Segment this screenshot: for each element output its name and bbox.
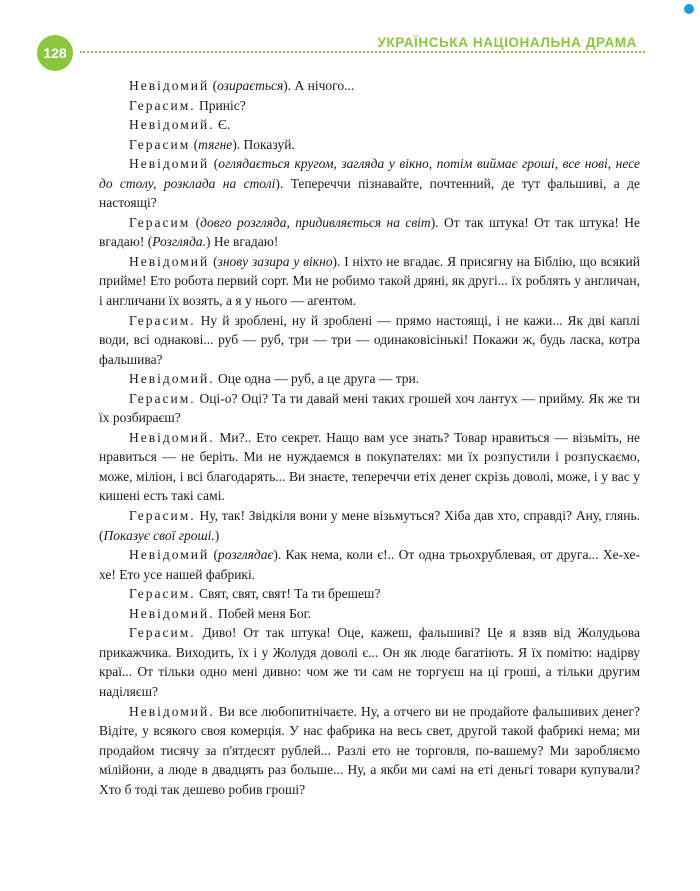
paragraph xyxy=(99,252,640,311)
drama-text xyxy=(99,76,640,799)
dialogue-text: Свят, свят, свят! Та ти брешеш? xyxy=(195,586,381,602)
speaker-name: Невідомий xyxy=(129,253,210,269)
speaker-name: Герасим xyxy=(129,136,191,152)
dialogue-text: Побей меня Бог. xyxy=(214,605,312,621)
dialogue-text: ). Тепереччи пізнавайте, почтенний, де тут фальшиві, а де настоящі? xyxy=(99,175,641,211)
paragraph xyxy=(99,135,640,155)
dialogue-text: Приніс? xyxy=(195,97,246,113)
speaker-name: Герасим. xyxy=(129,586,196,602)
dialogue-text: ). Показуй. xyxy=(232,136,295,152)
dialogue-text: ) Не вгадаю! xyxy=(206,234,279,250)
speaker-name: Герасим. xyxy=(129,97,196,113)
stage-direction: Показує свої гроші. xyxy=(103,527,215,543)
header-title: УКРАЇНСЬКА НАЦІОНАЛЬНА ДРАМА xyxy=(369,35,637,50)
dialogue-text: ( xyxy=(209,78,218,93)
paragraph xyxy=(99,702,640,800)
dialogue-text: Оце одна — руб, а це друга — три. xyxy=(214,371,420,387)
speaker-name: Невідомий. xyxy=(129,703,215,719)
speaker-name: Невідомий. xyxy=(129,117,215,133)
speaker-name: Невідомий. xyxy=(129,371,215,387)
dialogue-text: Є. xyxy=(214,117,231,133)
paragraph xyxy=(99,96,640,116)
dialogue-text: ). От так штука! От так штука! Не вгадаю! ( xyxy=(99,214,640,250)
corner-logo-icon xyxy=(684,4,694,14)
stage-direction: розглядає xyxy=(218,547,274,563)
paragraph xyxy=(99,428,640,506)
speaker-name: Герасим xyxy=(129,214,191,230)
paragraph xyxy=(99,623,640,701)
dialogue-text: ( xyxy=(190,136,199,152)
paragraph xyxy=(99,311,640,370)
page-number-badge: 128 xyxy=(37,35,73,71)
stage-direction: озирається xyxy=(217,78,284,93)
dialogue-text: Диво! От так штука! Оце, кажеш, фальшиві? Це я взяв від Жолудьова прикажчика. Виходить, їх і у Жолудя доволі є... Он як люде багатіють. Я їх помітю: надірву краї... От тільки одно мені дивно: чом же ти сам не торгуєш на ці гроші, а тільки другим наділяєш? xyxy=(99,625,640,699)
dialogue-text: ( xyxy=(209,547,219,563)
dialogue-text: Ви все любопитнічаєте. Ну, а отчего ви не продайоте фальшивих денег? Відіте, у всякого своя комерція. У нас фабрика на весь свет, другой такой фабрикі нема; ми продайом тисячу за п'ятдесят рублей... Разлі ето не торговля, по-вашему? Ми заробляємо мілійони, а люде в двадцять раз больше... Ну, а якби ми самі на еті деньгі товари купували? Хто б тоді так дешево робив гроші? xyxy=(99,703,640,797)
dialogue-text: ). Как нема, коли є!.. От одна трьохрублевая, от друга... Хе-хе-хе! Ето усе нашей фабрикі. xyxy=(99,547,641,582)
dialogue-text: ). А нічого... xyxy=(283,78,355,93)
speaker-name: Герасим. xyxy=(129,508,196,524)
stage-direction: тягне xyxy=(198,136,233,152)
paragraph xyxy=(99,115,640,135)
dialogue-text: Оці-о? Оці? Та ти давай мені таких грошей хоч лантух — прийму. Як же ти їх розбираєш? xyxy=(99,390,640,426)
paragraph xyxy=(99,76,640,96)
paragraph xyxy=(99,506,640,545)
stage-direction: Розгляда. xyxy=(152,234,207,250)
paragraph xyxy=(99,369,640,389)
dialogue-text: ) xyxy=(214,527,220,543)
speaker-name: Герасим. xyxy=(129,625,196,641)
paragraph xyxy=(99,213,640,252)
dialogue-text: ( xyxy=(209,156,219,172)
stage-direction: довго розгляда, придивляється на світ xyxy=(200,214,431,230)
speaker-name: Невідомий xyxy=(129,78,210,93)
paragraph xyxy=(99,604,640,624)
header-dotted-line xyxy=(80,51,645,53)
dialogue-text: Ну, так! Звідкіля вони у мене візьмуться? Хіба дав хто, справді? Ану, глянь. ( xyxy=(99,508,640,543)
paragraph xyxy=(99,389,640,428)
paragraph xyxy=(99,584,640,604)
speaker-name: Невідомий xyxy=(129,156,210,172)
speaker-name: Герасим. xyxy=(129,312,196,328)
paragraph xyxy=(99,545,640,584)
dialogue-text: ( xyxy=(209,253,218,269)
dialogue-text: ( xyxy=(190,214,201,230)
dialogue-text: Ми?.. Ето секрет. Нащо вам усе знать? Товар нравиться — візьміть, не нравиться — не беріть. Ми не нуждаемся в покупателях: ми їх розпустили і розпускаємо, може, міліон, і всі благодарять... Ви знаєте, тепереччи етіх денег скрізь доволі, може, і у вас у кишені есть такі самі. xyxy=(99,429,640,504)
stage-direction: знову зазира у вікно xyxy=(217,253,333,269)
speaker-name: Герасим. xyxy=(129,390,196,406)
speaker-name: Невідомий. xyxy=(129,605,215,621)
dialogue-text: Ну й зроблені, ну й зроблені — прямо настоящі, і не кажи... Як дві каплі води, всі однакові... руб — руб, три — три — одинаковісінькі! Покажи ж, будь ласка, котра фальшива? xyxy=(99,312,640,367)
stage-direction: оглядається кругом, загляда у вікно, потім виймає гроші, все нові, несе до столу, розклада на столі xyxy=(99,156,640,191)
dialogue-text: ). І ніхто не вгадає. Я присягну на Біблію, що всякий прийме! Ето робота первий сорт. Ми не робимо такой дряні, як другі... їх роблять у англичан, і англичани їх возять, а я у нього — агентом. xyxy=(99,253,640,309)
speaker-name: Невідомий xyxy=(129,547,210,563)
speaker-name: Невідомий. xyxy=(129,429,215,445)
paragraph xyxy=(99,154,640,213)
